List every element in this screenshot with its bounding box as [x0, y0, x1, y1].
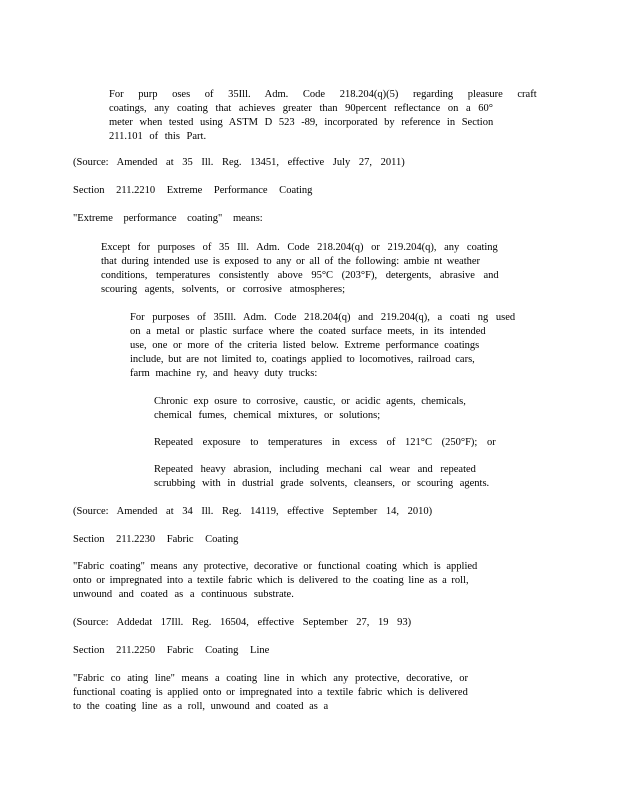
text-line: meter when tested using ASTM D 523 -89, incorporated by reference in Section [109, 117, 494, 128]
fabric-coating-line-paragraph [73, 672, 493, 714]
text-line: coatings, any coating that achieves greater than 90percent reflectance on a 60° [109, 103, 493, 114]
definition-term: "Extreme performance coating" means: [73, 213, 263, 224]
criterion-temperature: Repeated exposure to temperatures in excess of 121°C (250°F); or [154, 437, 496, 448]
text-line: Except for purposes of 35 Ill. Adm. Code 218.204(q) or 219.204(q), any coating [101, 242, 498, 253]
text-line: to the coating line as a roll, unwound and coated as a [73, 701, 329, 712]
text-line: For purposes of 35Ill. Adm. Code 218.204(q) and 219.204(q), a coati ng used [130, 312, 516, 323]
text-line: chemical fumes, chemical mixtures, or solutions; [154, 410, 381, 421]
criterion-chronic [154, 395, 474, 423]
criterion-abrasion [154, 463, 494, 491]
text-line: use, one or more of the criteria listed below. Extreme performance coatings [130, 340, 480, 351]
fabric-coating-paragraph [73, 560, 493, 602]
except-paragraph [101, 241, 499, 297]
section-heading: Section 211.2250 Fabric Coating Line [73, 645, 270, 656]
text-line: 211.101 of this Part. [109, 131, 207, 142]
text-line: unwound and coated as a continuous substrate. [73, 589, 294, 600]
text-line: on a metal or plastic surface where the coated surface meets, in its intended [130, 326, 486, 337]
text-line: onto or impregnated into a textile fabric which is delivered to the coating line as a roll, [73, 575, 469, 586]
text-line: farm machine ry, and heavy duty trucks: [130, 368, 318, 379]
pleasure-craft-paragraph [109, 88, 537, 144]
source-note: (Source: Amended at 35 Ill. Reg. 13451, effective July 27, 2011) [73, 157, 405, 168]
source-note: (Source: Amended at 34 Ill. Reg. 14119, effective September 14, 2010) [73, 506, 433, 517]
text-line: "Fabric coating" means any protective, decorative or functional coating which is applied [73, 561, 478, 572]
text-line: For purp oses of 35Ill. Adm. Code 218.204(q)(5) regarding pleasure craft [109, 89, 537, 100]
source-note: (Source: Addedat 17Ill. Reg. 16504, effective September 27, 19 93) [73, 617, 412, 628]
text-line: Chronic exp osure to corrosive, caustic, or acidic agents, chemicals, [154, 396, 466, 407]
purposes-paragraph [130, 311, 516, 381]
text-line: "Fabric co ating line" means a coating line in which any protective, decorative, or [73, 673, 468, 684]
text-line: that during intended use is exposed to any or all of the following: ambie nt weather [101, 256, 481, 267]
text-line: functional coating is applied onto or impregnated into a textile fabric which is delivered [73, 687, 468, 698]
section-heading: Section 211.2230 Fabric Coating [73, 534, 239, 545]
text-line: scrubbing with in dustrial grade solvents, cleansers, or scouring agents. [154, 478, 490, 489]
text-line: scouring agents, solvents, or corrosive atmospheres; [101, 284, 345, 295]
text-line: Repeated heavy abrasion, including mechani cal wear and repeated [154, 464, 476, 475]
text-line: include, but are not limited to, coatings applied to locomotives, railroad cars, [130, 354, 475, 365]
text-line: conditions, temperatures consistently above 95°C (203°F), detergents, abrasive and [101, 270, 499, 281]
section-heading: Section 211.2210 Extreme Performance Coating [73, 185, 313, 196]
